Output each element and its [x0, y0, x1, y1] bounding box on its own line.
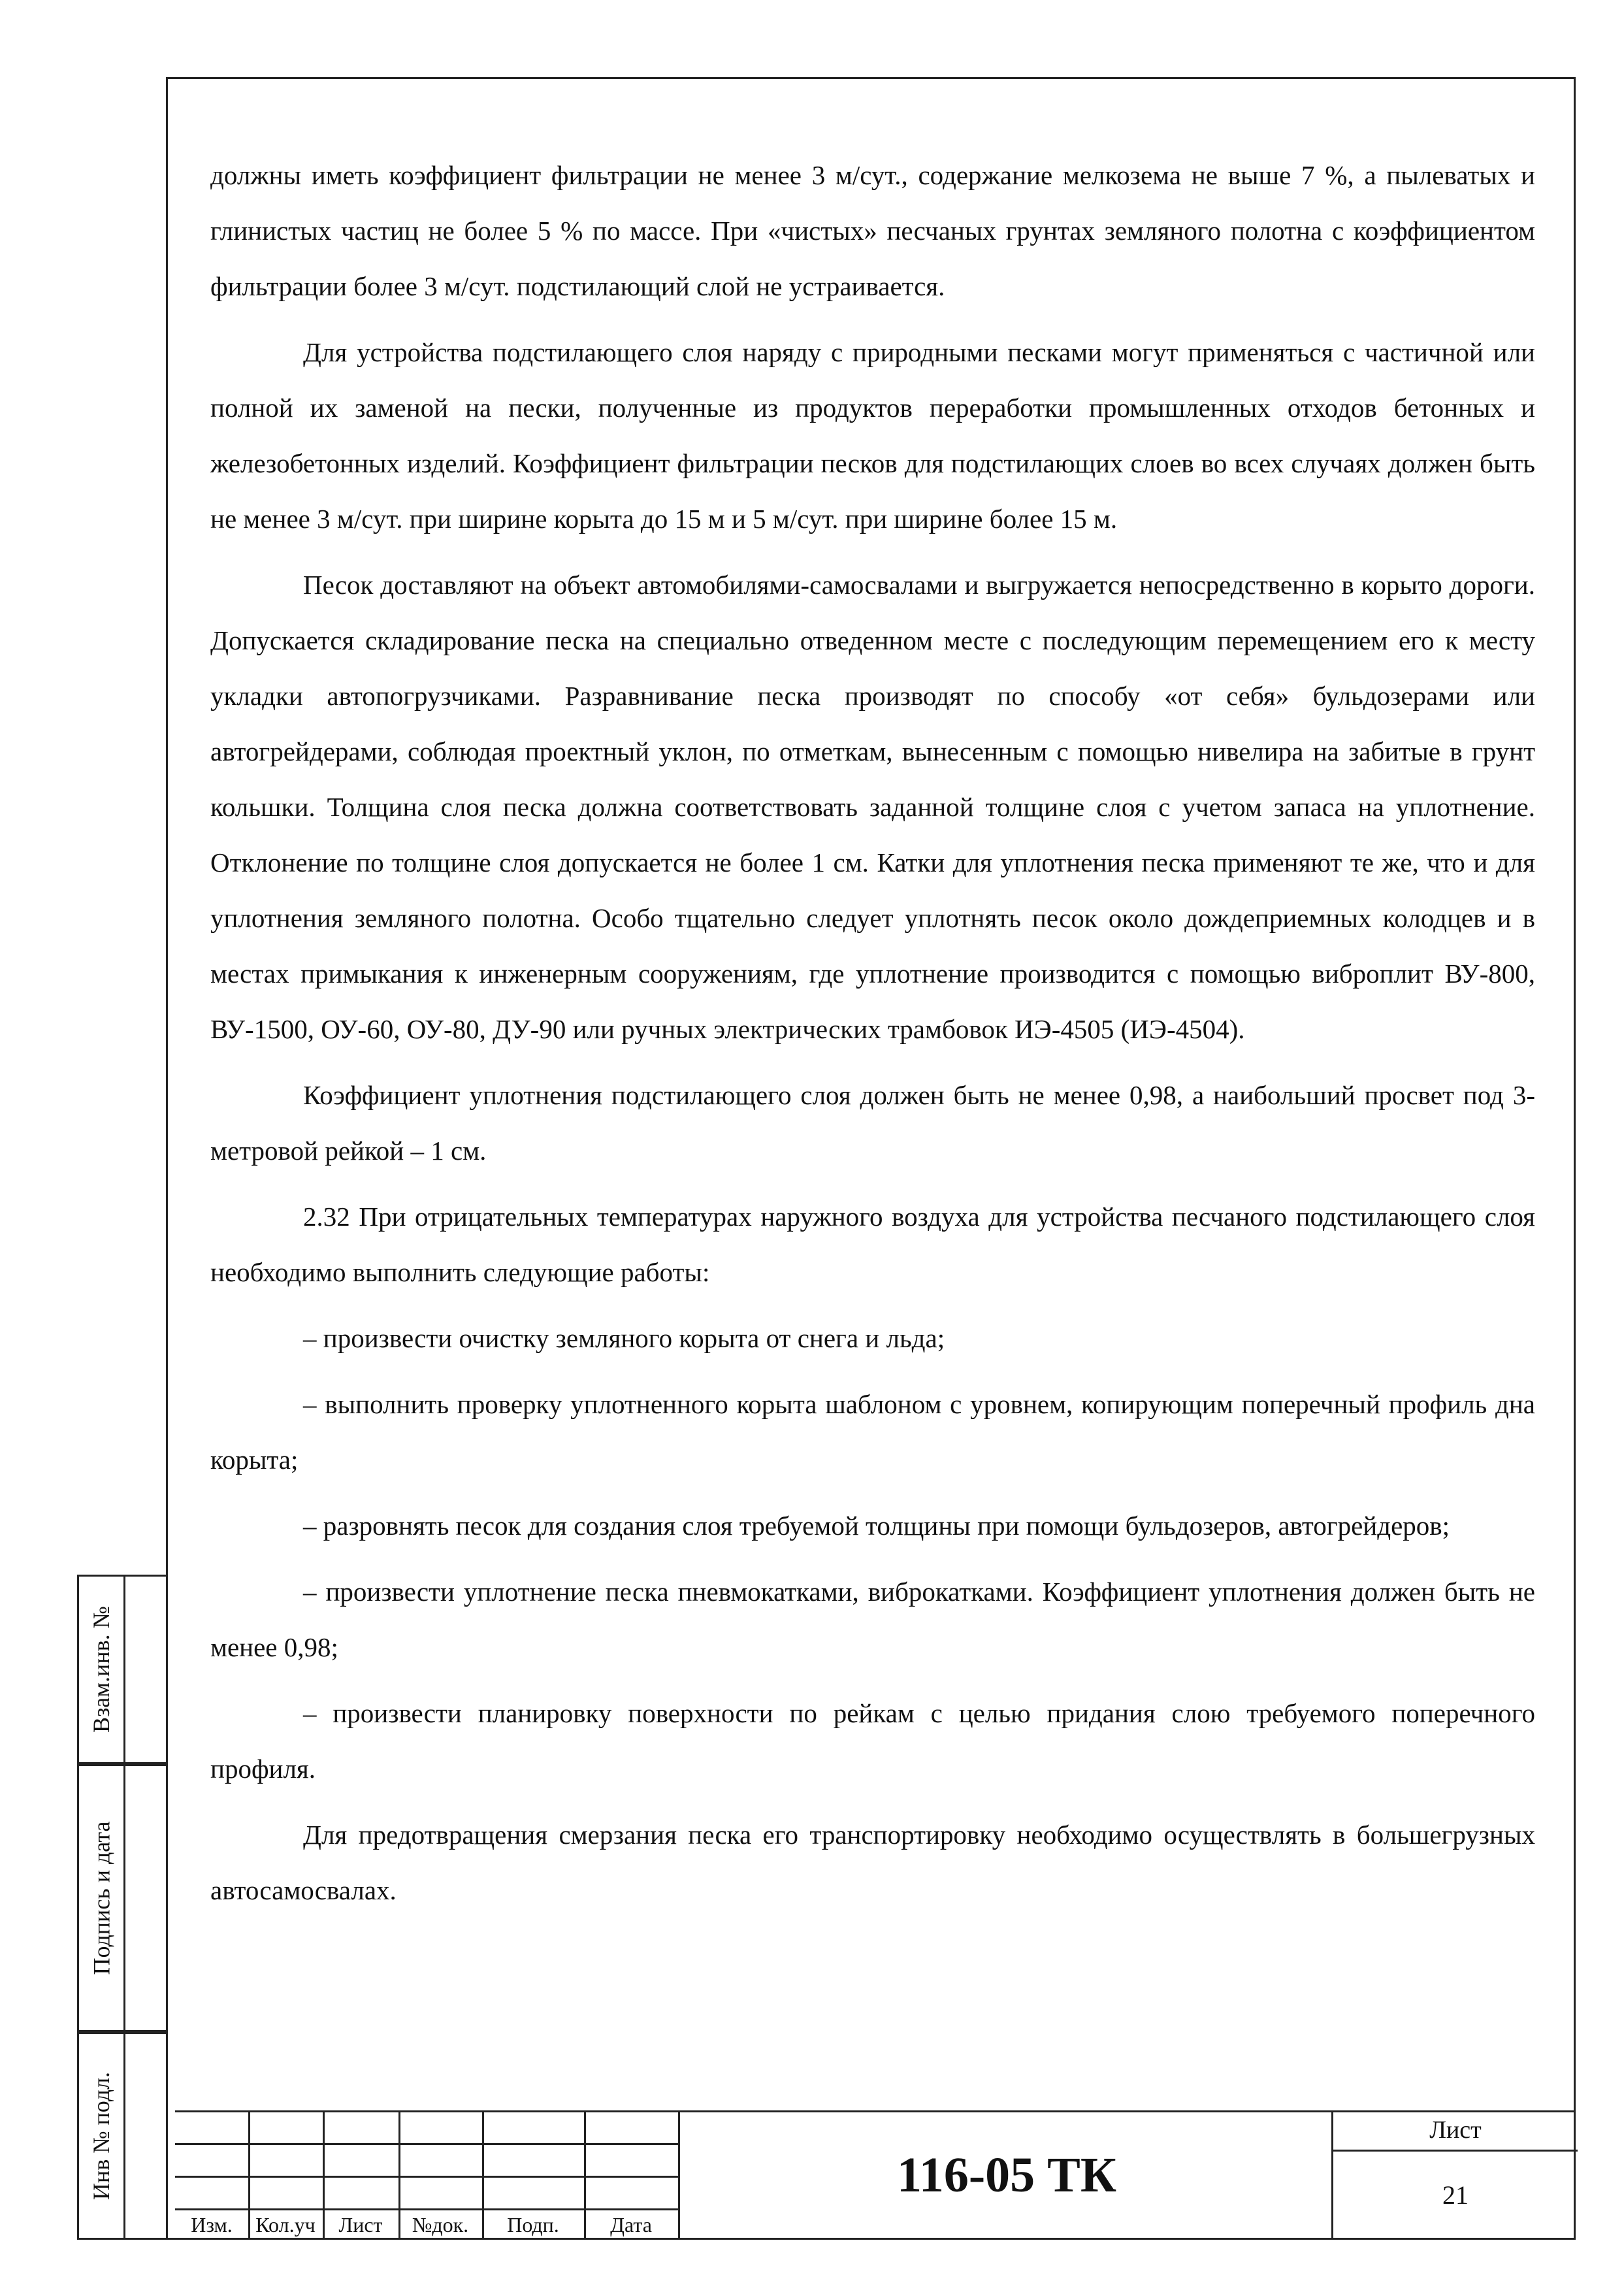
sheet-number: 21	[1442, 2180, 1469, 2210]
list-item-4: – произвести уплотнение песка пневмокатками, виброкатками. Коэффициент уплотнения должен быть не менее 0,98;	[210, 1577, 1535, 1662]
paragraph-2: Для устройства подстилающего слоя наряду с природными песками могут применяться с частичной или полной их заменой на пески, полученные из продуктов переработки промышленных отходов бетонных и железобетонных изделий. Коэффициент фильтрации песков для подстилающих слоев во всех случаях должен быть не менее 3 м/сут. при ширине корыта до 15 м и 5 м/сут. при ширине более 15 м.	[210, 337, 1535, 534]
list-item-1: – произвести очистку земляного корыта от снега и льда;	[303, 1323, 945, 1353]
list-item-3: – разровнять песок для создания слоя требуемой толщины при помощи бульдозеров, автогрейдеров;	[303, 1511, 1450, 1541]
side-label-inv: Инв № подл.	[88, 2071, 114, 2201]
list-item-5: – произвести планировку поверхности по рейкам с целью придания слою требуемого поперечного профиля.	[210, 1698, 1535, 1784]
sheet-box	[1331, 2110, 1578, 2240]
header-podp: Подп.	[507, 2213, 559, 2237]
list-item-2: – выполнить проверку уплотненного корыта шаблоном с уровнем, копирующим поперечный профиль дна корыта;	[210, 1389, 1535, 1475]
document-code: 116-05 ТК	[678, 2110, 1333, 2240]
header-izm: Изм.	[191, 2213, 233, 2237]
header-kol-uch: Кол.уч	[255, 2213, 316, 2237]
header-data: Дата	[610, 2213, 652, 2237]
paragraph-4: Коэффициент уплотнения подстилающего слоя должен быть не менее 0,98, а наибольший просвет под 3-метровой рейкой – 1 см.	[210, 1080, 1535, 1166]
paragraph-1: должны иметь коэффициент фильтрации не менее 3 м/сут., содержание мелкозема не выше 7 %, а пылеватых и глинистых частиц не более 5 % по массе. При «чистых» песчаных грунтах земляного полотна с коэффициентом фильтрации более 3 м/сут. подстилающий слой не устраивается.	[210, 160, 1535, 301]
header-ndok: №док.	[412, 2213, 469, 2237]
paragraph-6: Для предотвращения смерзания песка его транспортировку необходимо осуществлять в большегрузных автосамосвалах.	[210, 1820, 1535, 1905]
side-box-vzam	[77, 1575, 166, 1764]
paragraph-3: Песок доставляют на объект автомобилями-самосвалами и выгружается непосредственно в корыто дороги. Допускается складирование песка на специально отведенном месте с последующим перемещением его к месту укладки автопогрузчиками. Разравнивание песка производят по способу «от себя» бульдозерами или автогрейдерами, соблюдая проектный уклон, по отметкам, вынесенным с помощью нивелира на забитые в грунт кольшки. Толщина слоя песка должна соответствовать заданной толщине слоя с учетом запаса на уплотнение. Отклонение по толщине слоя допускается не более 1 см. Катки для уплотнения песка применяют те же, что и для уплотнения земляного полотна. Особо тщательно следует уплотнять песок около дождеприемных колодцев и в местах примыкания к инженерным сооружениям, где уплотнение производится с помощью виброплит ВУ-800, ВУ-1500, ОУ-60, ОУ-80, ДУ-90 или ручных электрических трамбовок ИЭ-4505 (ИЭ-4504).	[210, 570, 1535, 1044]
title-block-grid	[175, 2110, 678, 2240]
sheet-label: Лист	[1333, 2110, 1578, 2152]
title-block	[175, 2110, 1576, 2240]
header-list: Лист	[338, 2213, 383, 2237]
side-box-inv	[77, 2032, 166, 2240]
paragraph-5: 2.32 При отрицательных температурах наружного воздуха для устройства песчаного подстилающего слоя необходимо выполнить следующие работы:	[210, 1202, 1535, 1287]
document-body	[210, 148, 1535, 1929]
side-label-vzam: Взам.инв. №	[88, 1606, 114, 1733]
side-label-podpis: Подпись и дата	[88, 1821, 115, 1975]
side-box-podpis	[77, 1764, 166, 2032]
